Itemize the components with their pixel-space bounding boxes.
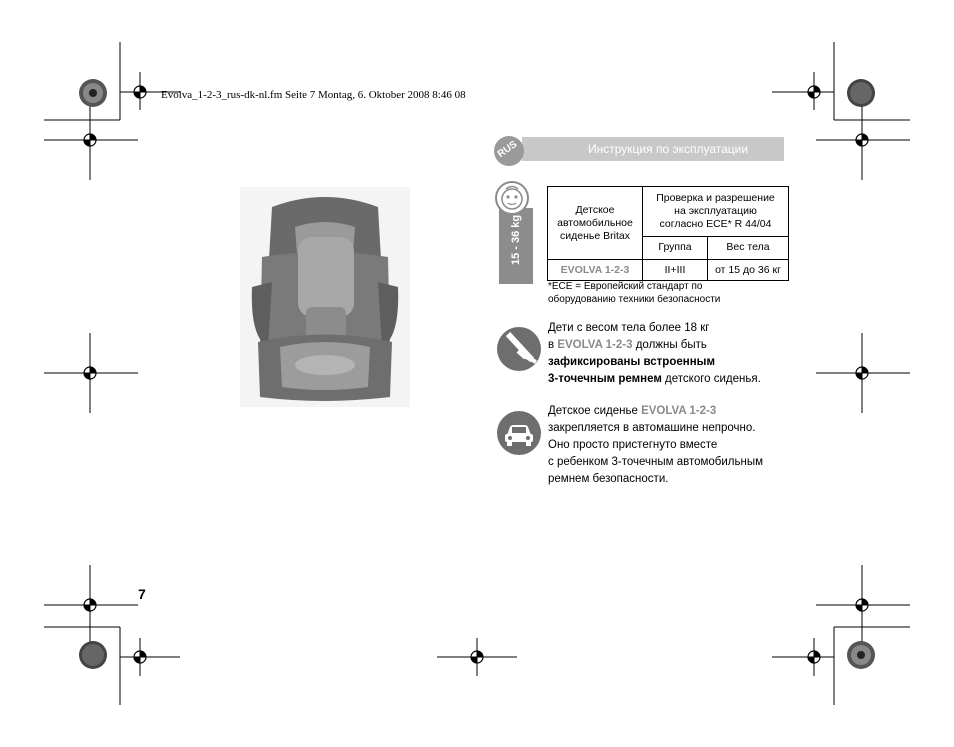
- para-line: с ребенком 3-точечным автомобильным: [548, 456, 764, 468]
- footnote: [548, 280, 788, 306]
- weight-value-cell: от 15 до 36 кг: [708, 260, 789, 281]
- para-line: закрепляется в автомашине непрочно.: [548, 422, 756, 434]
- para-line: Оно просто пристегнуто вместе: [548, 439, 718, 451]
- group-value-cell: II+III: [643, 260, 708, 281]
- model-name: EVOLVA 1-2-3: [641, 405, 717, 417]
- weight-tab-label: 15 - 36 kg: [510, 214, 522, 265]
- weight-header-cell: Вес тела: [708, 236, 789, 259]
- approval-header-cell: Проверка и разрешение на эксплуатацию согласно ECE* R 44/04: [643, 187, 789, 237]
- group-header-cell: Группа: [643, 236, 708, 259]
- para-line-bold: зафиксированы встроенным: [548, 356, 715, 368]
- approval-table: [547, 186, 789, 281]
- belt-paragraph: Дети с весом тела более 18 кг в EVOLVA 1-2-3 должны быть зафиксированы встроенным 3-точечным ремнем детского сиденья.: [548, 320, 798, 388]
- belt-buckle-icon: [496, 326, 542, 372]
- footnote-line: *ECE = Европейский стандарт по: [548, 281, 703, 292]
- slug-line: Evolva_1-2-3_rus-dk-nl.fm Seite 7 Montag, 6. Oktober 2008 8:46 08: [161, 89, 466, 101]
- header-title: Инструкция по эксплуатации: [588, 142, 749, 156]
- para-line: Дети с весом тела более 18 кг: [548, 322, 710, 334]
- model-name: EVOLVA 1-2-3: [557, 339, 633, 351]
- seat-header-cell: Детское автомобильное сиденье Britax: [548, 187, 643, 260]
- child-face-icon: [494, 180, 530, 216]
- car-seat-photo: [240, 187, 410, 407]
- page-number: 7: [138, 586, 146, 602]
- language-badge-label: RUS: [495, 138, 520, 161]
- car-icon: [496, 410, 542, 456]
- vehicle-paragraph: Детское сиденье EVOLVA 1-2-3 закрепляется в автомашине непрочно. Оно просто пристегнуто вместе с ребенком 3-точечным автомобильным ремнем безопасности.: [548, 403, 798, 488]
- model-cell: EVOLVA 1-2-3: [548, 260, 643, 281]
- footnote-line: оборудованию техники безопасности: [548, 294, 721, 305]
- para-line: ремнем безопасности.: [548, 473, 669, 485]
